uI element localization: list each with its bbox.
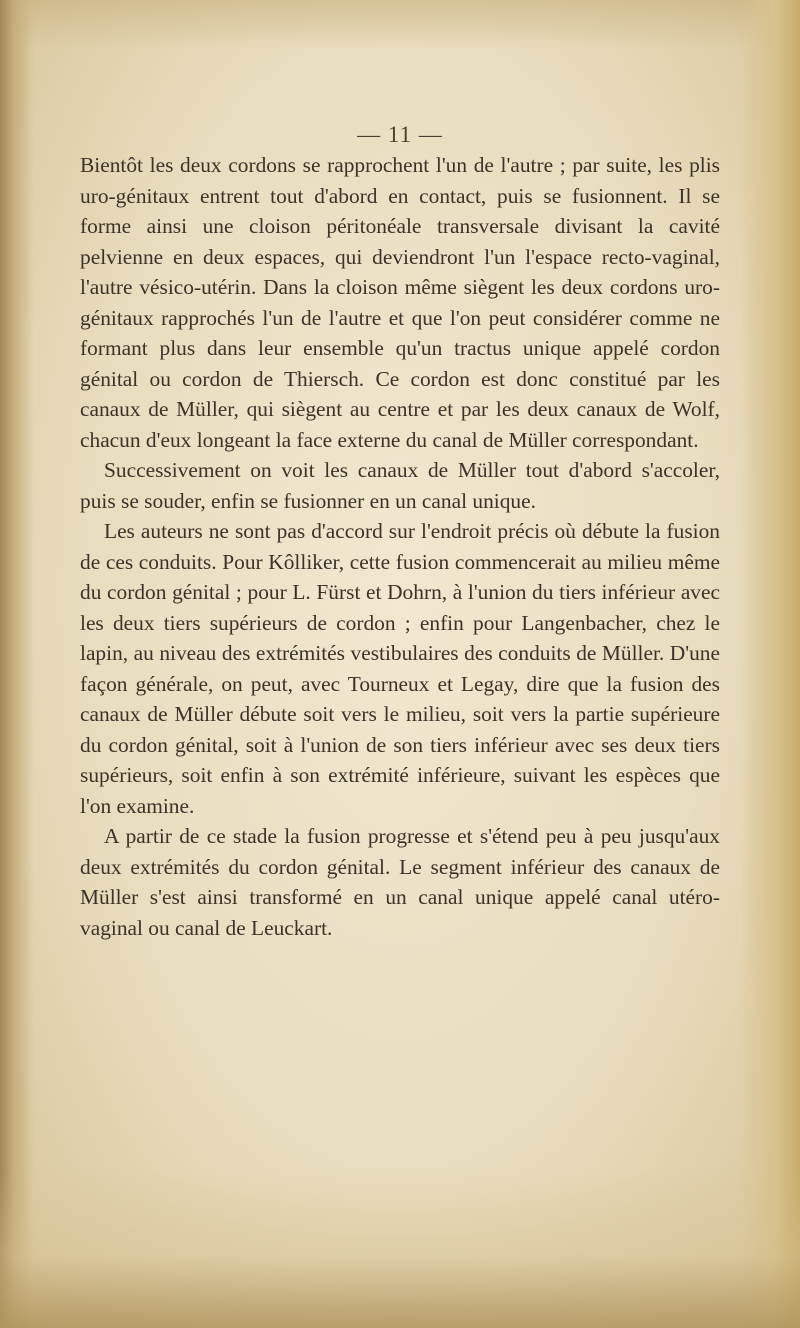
paragraph-3: Les auteurs ne sont pas d'accord sur l'endroit précis où débute la fusion de ces conduits. Pour Kôlliker, cette fusion commencerait au milieu même du cordon génital ; pour L. Fürst et Dohrn, à l'union du tiers inférieur avec les deux tiers supérieurs de cordon ; enfin pour Langenbacher, chez le lapin, au niveau des extrémités vestibulaires des conduits de Müller. D'une façon générale, on peut, avec Tourneux et Legay, dire que la fusion des canaux de Müller débute soit vers le milieu, soit vers la partie supérieure du cordon génital, soit à l'union de son tiers inférieur avec ses deux tiers supérieurs, soit enfin à son extrémité inférieure, suivant les espèces que l'on examine. [80, 519, 720, 818]
page-number: — 11 — [357, 122, 443, 147]
paragraph-2: Successivement on voit les canaux de Müller tout d'abord s'accoler, puis se souder, enfin se fusionner en un canal unique. [80, 458, 720, 513]
paragraph-1: Bientôt les deux cordons se rapprochent l'un de l'autre ; par suite, les plis uro-génitaux entrent tout d'abord en contact, puis se fusionnent. Il se forme ainsi une cloison péritonéale transversale divisant la cavité pelvienne en deux espaces, qui deviendront l'un l'espace recto-vaginal, l'autre vésico-utérin. Dans la cloison même siègent les deux cordons uro-génitaux rapprochés l'un de l'autre et que l'on peut considérer comme ne formant plus dans leur ensemble qu'un tractus unique appelé cordon génital ou cordon de Thiersch. Ce cordon est donc constitué par les canaux de Müller, qui siègent au centre et par les deux canaux de Wolf, chacun d'eux longeant la face externe du canal de Müller correspondant. [80, 153, 720, 452]
paragraph-4: A partir de ce stade la fusion progresse et s'étend peu à peu jusqu'aux deux extrémités du cordon génital. Le segment inférieur des canaux de Müller s'est ainsi transformé en un canal unique appelé canal utéro-vaginal ou canal de Leuckart. [80, 824, 720, 940]
page-right-edge [740, 0, 800, 1328]
page-top-shadow [0, 0, 800, 50]
page-bottom-stain [0, 1168, 800, 1328]
body-text [80, 150, 720, 943]
page-binding-shadow [0, 0, 34, 1328]
